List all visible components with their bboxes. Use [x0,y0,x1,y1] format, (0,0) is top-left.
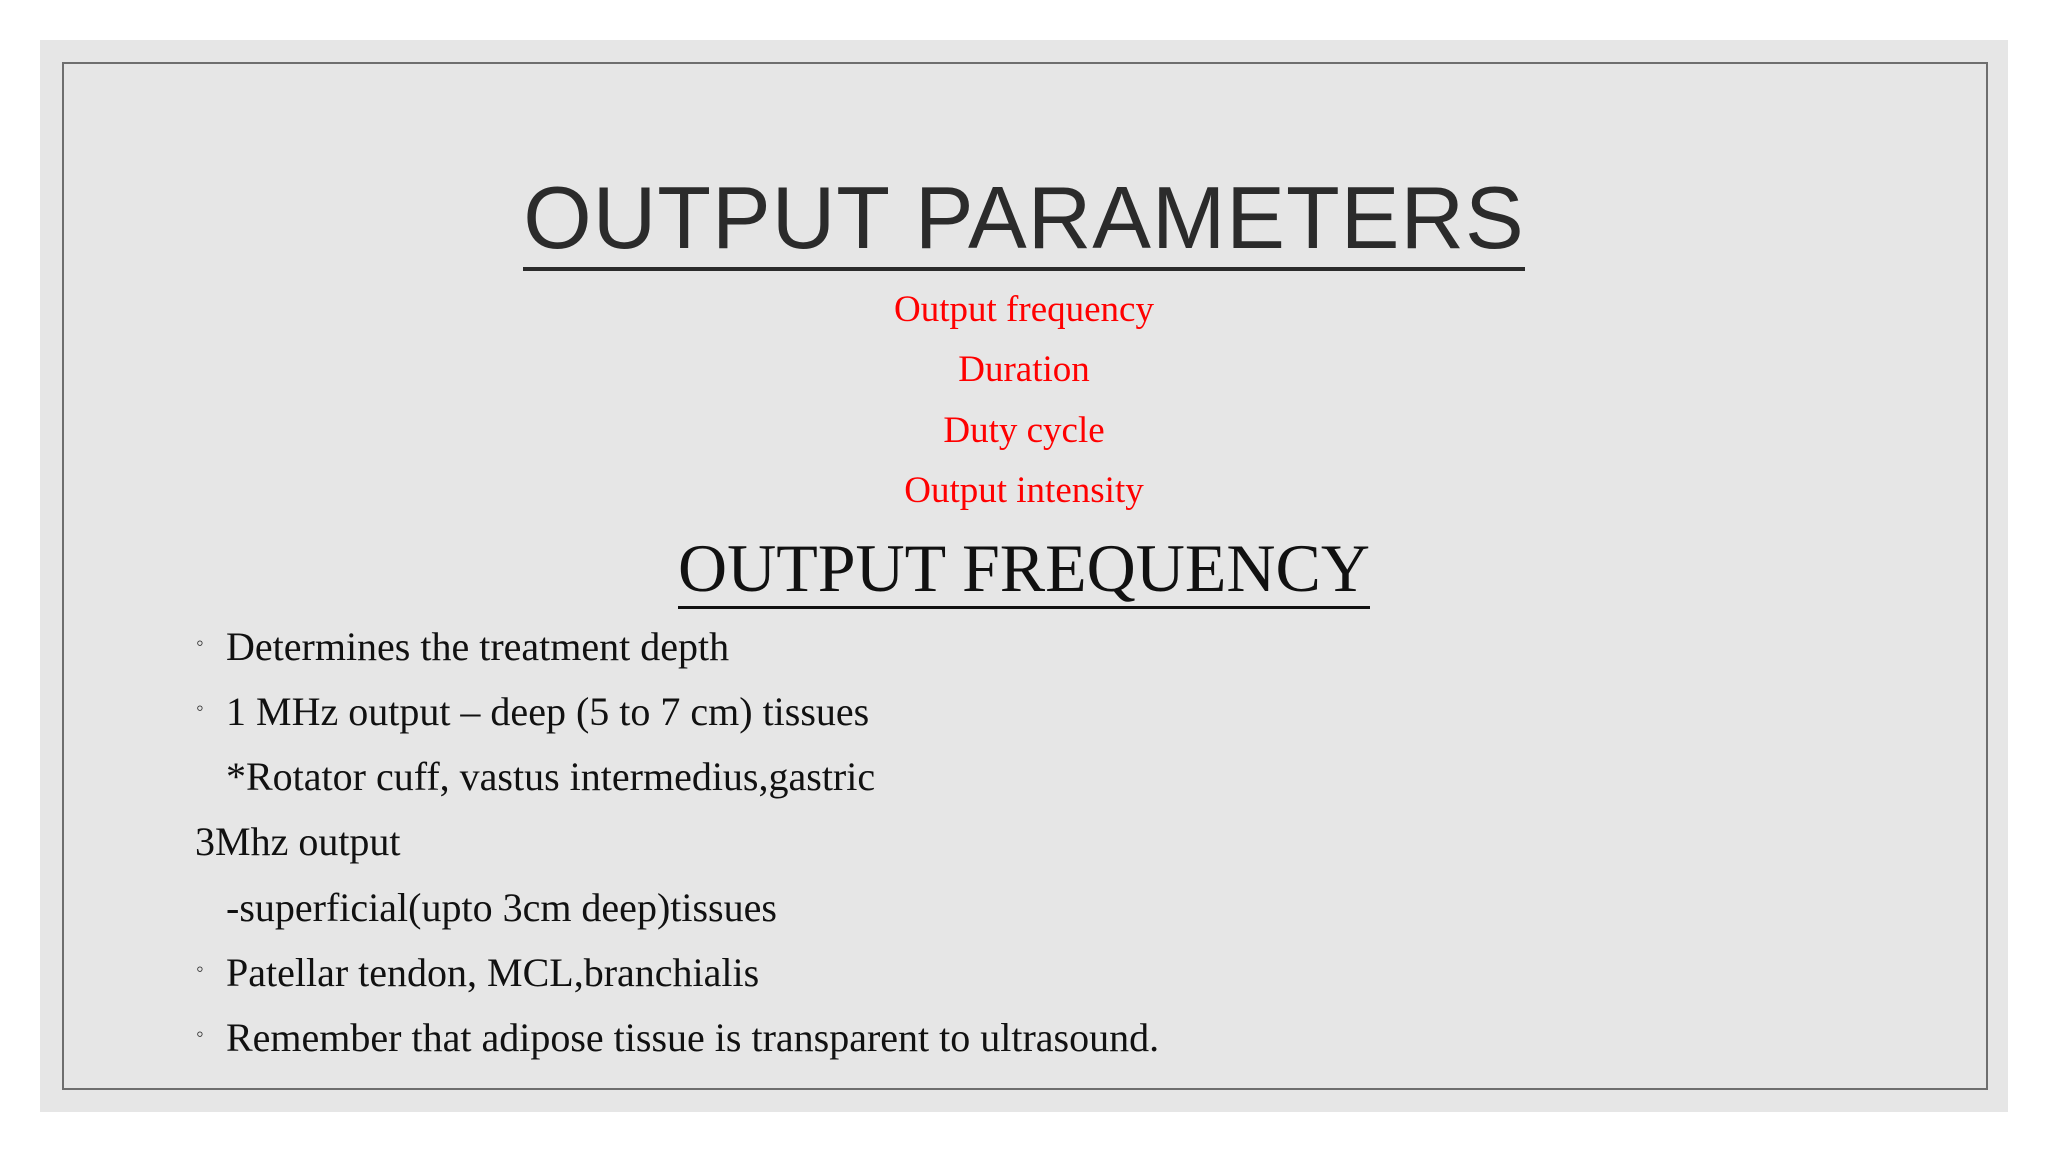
parameter-item: Duration [958,349,1090,390]
bullet-icon: ◦ [196,1021,204,1046]
list-item: -superficial(upto 3cm deep)tissues [226,885,777,930]
list-item: 1 MHz output – deep (5 to 7 cm) tissues [226,689,870,734]
list-item: 3Mhz output [195,819,401,864]
section-title-text: OUTPUT FREQUENCY [678,530,1370,609]
bullet-icon: ◦ [196,956,204,981]
parameter-item: Output intensity [904,470,1144,511]
list-item: *Rotator cuff, vastus intermedius,gastric [226,754,876,799]
list-item: Patellar tendon, MCL,branchialis [226,950,760,995]
list-item: Remember that adipose tissue is transparent to ultrasound. [226,1015,1160,1060]
section-title [0,528,2048,608]
list-item: Determines the treatment depth [226,624,730,669]
bullet-icon: ◦ [196,695,204,720]
bullet-icon: ◦ [196,630,204,655]
parameter-item: Duty cycle [943,410,1105,451]
parameter-item: Output frequency [894,289,1154,330]
slide-title-text: OUTPUT PARAMETERS [523,168,1524,271]
slide-title [0,168,2048,268]
